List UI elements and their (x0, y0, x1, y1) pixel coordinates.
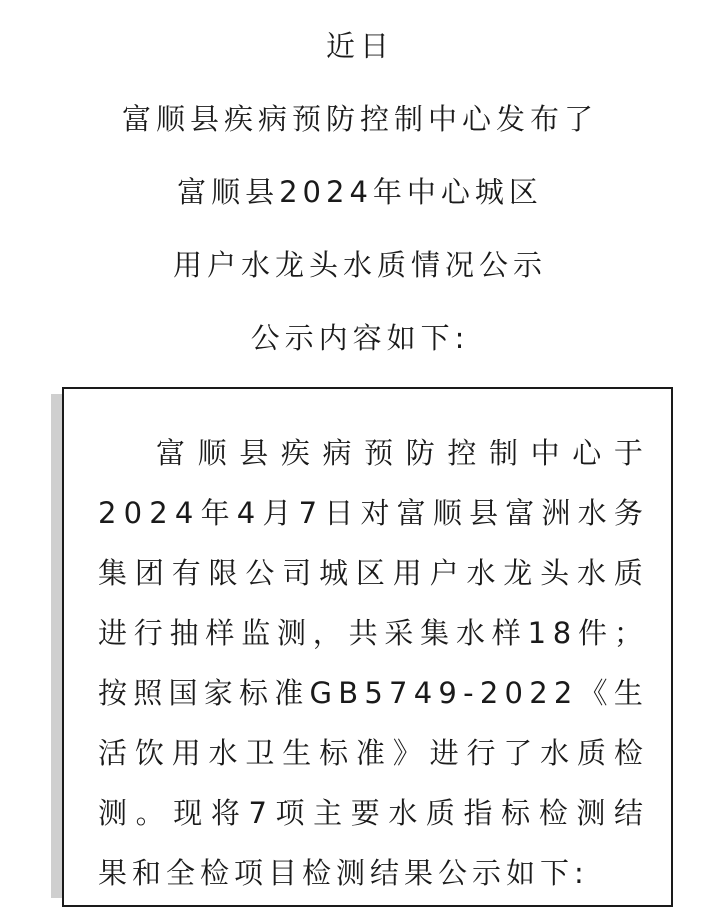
notice-glyph: 主 (313, 796, 343, 830)
notice-glyph: 样 (205, 616, 235, 650)
notice-glyph: 》 (392, 736, 422, 770)
notice-glyph: 2 (553, 676, 573, 710)
notice-glyph: 共 (348, 616, 378, 650)
notice-glyph: 日 (324, 496, 354, 530)
notice-glyph: 公 (245, 556, 275, 590)
notice-glyph: 预 (364, 436, 394, 470)
notice-glyph: 将 (210, 796, 240, 830)
notice-glyph: 用 (171, 736, 201, 770)
notice-glyph: 水 (455, 616, 485, 650)
notice-glyph: 活 (98, 736, 128, 770)
notice-glyph: 2 (98, 496, 117, 530)
notice-glyph: 团 (134, 556, 164, 590)
notice-glyph: 县 (239, 436, 269, 470)
notice-glyph: 水 (388, 796, 418, 830)
notice-glyph: 样 (491, 616, 521, 650)
notice-line-4 (98, 603, 643, 663)
notice-glyph: 于 (613, 436, 643, 470)
notice-glyph: 2 (479, 676, 499, 710)
notice-glyph: 防 (405, 436, 435, 470)
notice-glyph: 集 (98, 556, 128, 590)
notice-glyph: 质 (613, 556, 643, 590)
intro-line-1: 近日 (325, 29, 394, 63)
notice-glyph: 顺 (197, 436, 227, 470)
notice-glyph: ； (613, 616, 643, 650)
notice-glyph: 监 (241, 616, 271, 650)
notice-glyph: 区 (355, 556, 385, 590)
notice-glyph: 国 (168, 676, 198, 710)
notice-glyph: 控 (447, 436, 477, 470)
notice-glyph: 测 (98, 796, 128, 830)
notice-glyph: 标 (501, 796, 531, 830)
notice-glyph: 疾 (280, 436, 310, 470)
notice-glyph: 富 (156, 436, 186, 470)
notice-glyph: 城 (319, 556, 349, 590)
intro-line-5: 公示内容如下: (250, 321, 470, 355)
notice-glyph: 质 (576, 736, 606, 770)
notice-glyph: 标 (319, 736, 349, 770)
notice-glyph: 中 (530, 436, 560, 470)
notice-glyph: 生 (613, 676, 643, 710)
notice-glyph: 心 (572, 436, 602, 470)
notice-glyph: 。 (135, 796, 165, 830)
notice-glyph: 件 (578, 616, 608, 650)
notice-glyph: 项 (275, 796, 305, 830)
notice-glyph: 水 (577, 496, 607, 530)
notice-glyph: 要 (350, 796, 380, 830)
notice-glyph: 5 (364, 676, 383, 710)
notice-glyph: 卫 (245, 736, 275, 770)
notice-glyph: 家 (203, 676, 233, 710)
notice-glyph: 饮 (134, 736, 164, 770)
notice-glyph: 0 (123, 496, 143, 530)
notice-glyph: 2 (529, 676, 548, 710)
notice-glyph: 《 (578, 676, 608, 710)
notice-line-1 (98, 423, 643, 483)
notice-glyph: 指 (463, 796, 493, 830)
notice-glyph: 4 (174, 496, 194, 530)
notice-glyph: 富 (505, 496, 535, 530)
notice-glyph: G (309, 676, 332, 710)
notice-glyph: 7 (248, 796, 267, 830)
notice-line-3 (98, 543, 643, 603)
notice-glyph: 月 (262, 496, 292, 530)
notice-glyph: 水 (576, 556, 606, 590)
intro-line-2: 富顺县疾病预防控制中心发布了 (121, 102, 598, 136)
notice-glyph: 准 (274, 676, 304, 710)
notice-glyph: 有 (171, 556, 201, 590)
notice-glyph: 9 (438, 676, 457, 710)
notice-glyph: 质 (425, 796, 455, 830)
notice-glyph: 富 (396, 496, 426, 530)
notice-line-8: 果和全检项目检测结果公示如下: (98, 856, 589, 890)
notice-glyph: 户 (429, 556, 459, 590)
notice-glyph: 1 (527, 616, 547, 650)
notice-glyph: 病 (322, 436, 352, 470)
notice-glyph: 8 (552, 616, 572, 650)
notice-glyph: 4 (236, 496, 256, 530)
notice-glyph: 用 (392, 556, 422, 590)
notice-glyph: 进 (429, 736, 459, 770)
notice-glyph: 水 (208, 736, 238, 770)
notice-glyph: 洲 (541, 496, 571, 530)
notice-glyph: 制 (489, 436, 519, 470)
notice-glyph: 测 (276, 616, 306, 650)
notice-glyph: 检 (613, 736, 643, 770)
notice-glyph: 标 (239, 676, 269, 710)
notice-glyph: 照 (133, 676, 163, 710)
notice-glyph: 测 (576, 796, 606, 830)
notice-glyph: 限 (208, 556, 238, 590)
notice-glyph: 龙 (503, 556, 533, 590)
notice-glyph: 检 (538, 796, 568, 830)
notice-glyph: 司 (282, 556, 312, 590)
notice-glyph: 0 (504, 676, 523, 710)
notice-glyph: 水 (540, 736, 570, 770)
notice-glyph: 水 (466, 556, 496, 590)
intro-line-3: 富顺县2024年中心城区 (177, 175, 543, 209)
notice-glyph: 采 (384, 616, 414, 650)
notice-glyph: 现 (173, 796, 203, 830)
notice-glyph: 结 (613, 796, 643, 830)
notice-glyph: ， (312, 616, 342, 650)
notice-glyph: 县 (469, 496, 499, 530)
notice-glyph: 年 (200, 496, 230, 530)
notice-glyph: 生 (282, 736, 312, 770)
notice-glyph: 对 (360, 496, 390, 530)
notice-glyph: 进 (98, 616, 128, 650)
notice-glyph: 行 (133, 616, 163, 650)
notice-glyph: 了 (503, 736, 533, 770)
notice-glyph: 2 (149, 496, 168, 530)
notice-line-5 (98, 663, 643, 723)
notice-line-6 (98, 723, 643, 783)
notice-line-7 (98, 783, 643, 843)
notice-card (62, 387, 673, 907)
notice-glyph: 头 (540, 556, 570, 590)
notice-text (98, 423, 643, 903)
notice-glyph: 7 (389, 676, 408, 710)
notice-glyph: B (338, 676, 359, 710)
notice-glyph: 集 (420, 616, 450, 650)
notice-glyph: 行 (466, 736, 496, 770)
notice-glyph: 务 (613, 496, 643, 530)
intro-line-4: 用户水龙头水质情况公示 (172, 248, 547, 282)
notice-glyph: 按 (98, 676, 128, 710)
notice-glyph: 准 (355, 736, 385, 770)
notice-glyph: 7 (298, 496, 318, 530)
notice-glyph: 抽 (169, 616, 199, 650)
notice-line-2 (98, 483, 643, 543)
notice-glyph: 4 (413, 676, 433, 710)
notice-glyph: 顺 (432, 496, 462, 530)
notice-glyph: - (463, 676, 474, 710)
